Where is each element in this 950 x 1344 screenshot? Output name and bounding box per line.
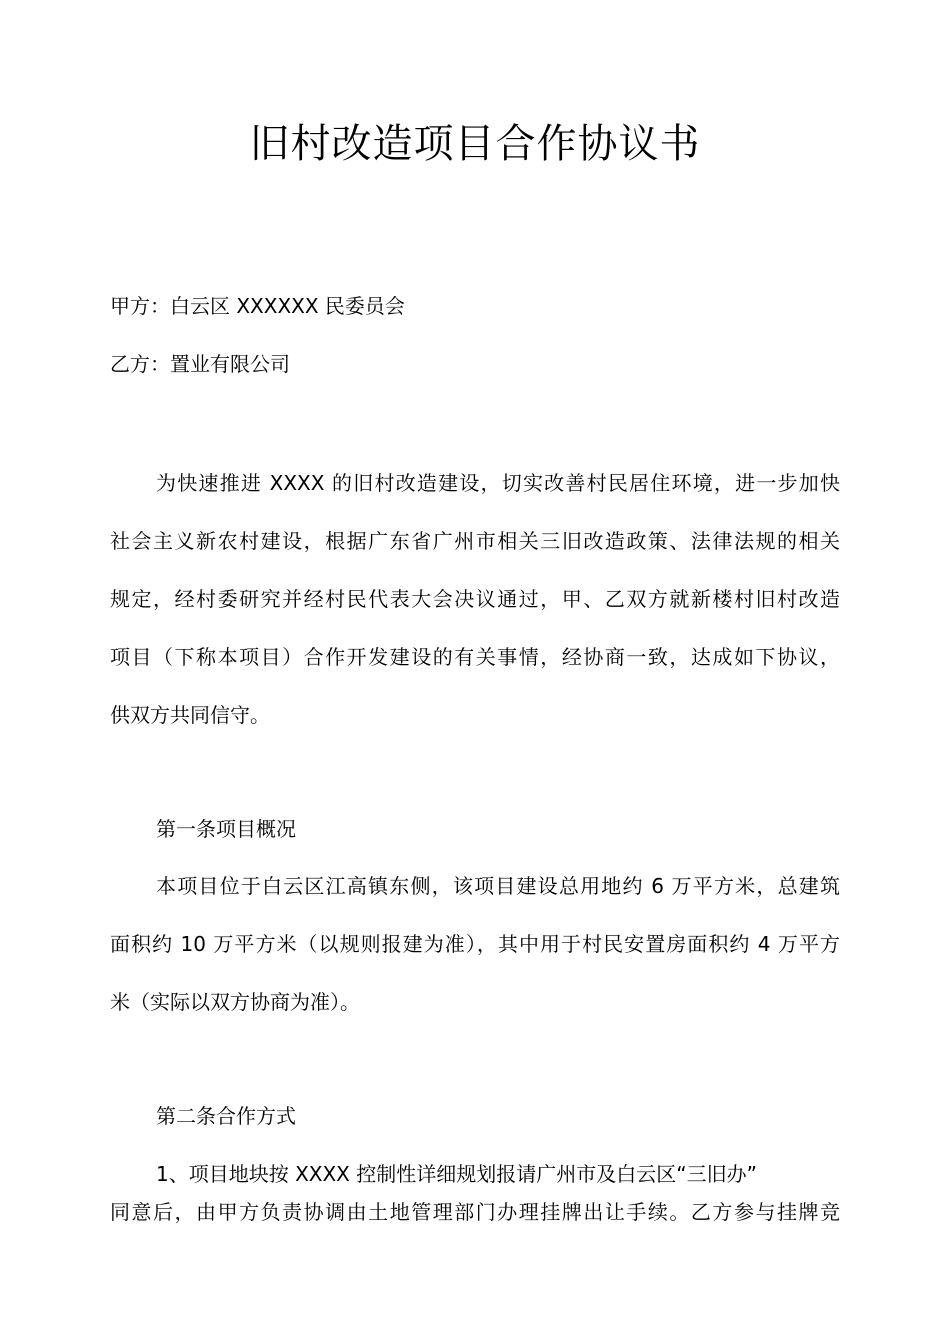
intro-paragraph — [110, 454, 840, 744]
paragraph-line: 本项目位于白云区江高镇东侧，该项目建设总用地约 6 万平方米，总建筑 — [156, 874, 840, 898]
paragraph-line: 社会主义新农村建设，根据广东省广州市相关三旧改造政策、法律法规的相关 — [110, 529, 840, 553]
party-b: 乙方：置业有限公司 — [110, 352, 290, 376]
paragraph-line: 1、项目地块按 XXXX 控制性详细规划报请广州市及白云区“三旧办” — [156, 1162, 757, 1186]
paragraph-line: 规定，经村委研究并经村民代表大会决议通过，甲、乙双方就新楼村旧村改造 — [110, 587, 840, 611]
paragraph-line: 供双方共同信守。 — [110, 703, 270, 727]
paragraph-line: 米（实际以双方协商为准）。 — [110, 990, 360, 1014]
party-a: 甲方：白云区 XXXXXX 民委员会 — [110, 294, 405, 318]
article-1-paragraph — [110, 857, 840, 1031]
paragraph-line: 面积约 10 万平方米（以规则报建为准），其中用于村民安置房面积约 4 万平方 — [110, 932, 840, 956]
document-title: 旧村改造项目合作协议书 — [249, 121, 701, 167]
paragraph-line: 项目（下称本项目）合作开发建设的有关事情，经协商一致，达成如下协议， — [110, 645, 840, 669]
article-1-heading: 第一条项目概况 — [156, 817, 296, 841]
article-2-paragraph — [110, 1155, 840, 1231]
paragraph-line: 为快速推进 XXXX 的旧村改造建设，切实改善村民居住环境，进一步加快 — [156, 471, 840, 495]
article-2-heading: 第二条合作方式 — [156, 1104, 296, 1128]
paragraph-line: 同意后，由甲方负责协调由土地管理部门办理挂牌出让手续。乙方参与挂牌竞 — [110, 1200, 840, 1224]
